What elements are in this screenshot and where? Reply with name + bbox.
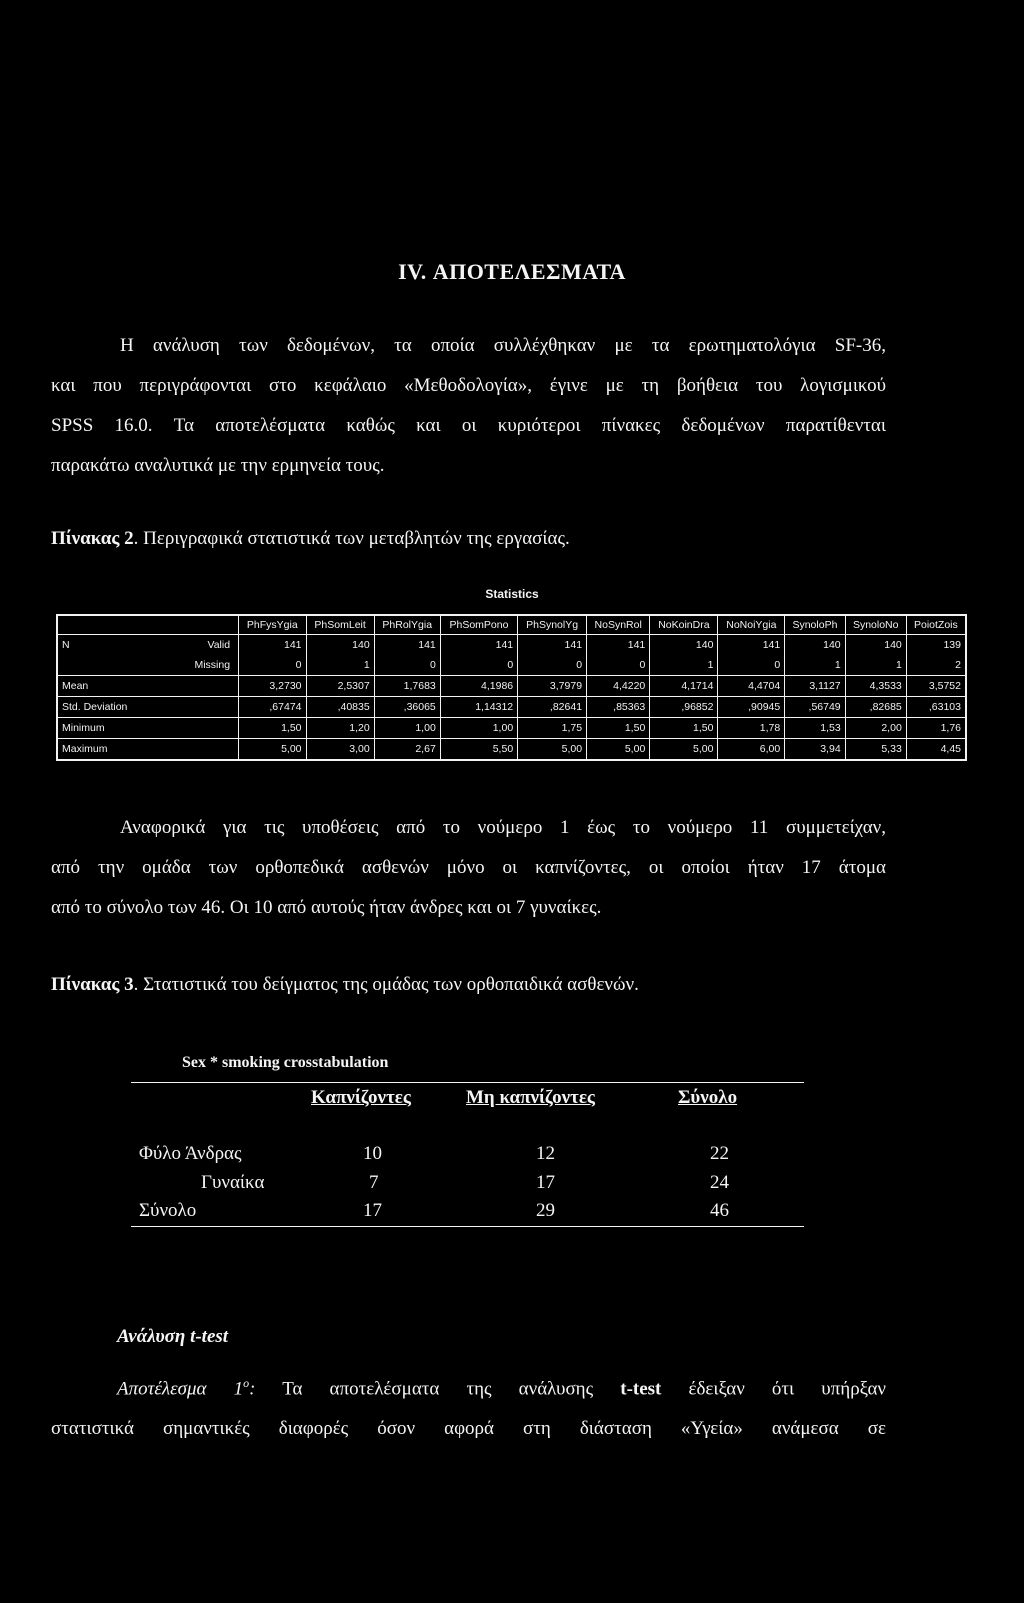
crosstab-cell: 46 xyxy=(710,1200,729,1221)
crosstab-cell: 7 xyxy=(369,1172,379,1193)
stats-row xyxy=(57,676,966,697)
stats-cell: 1,7683 xyxy=(374,676,440,697)
crosstab-col-header: Μη καπνίζοντες xyxy=(466,1087,595,1108)
stats-cell: 1 xyxy=(650,655,718,676)
intro-line: και που περιγράφονται στο κεφάλαιο «Μεθοδολογία», έγινε με τη βοήθεια του λογισμικού xyxy=(51,375,886,396)
stats-cell: ,82641 xyxy=(518,697,587,718)
crosstab-cell: 12 xyxy=(536,1143,555,1164)
ttest-text: έδειξαν ότι υπήρξαν xyxy=(661,1378,886,1400)
stats-cell: 3,7979 xyxy=(518,676,587,697)
ttest-heading xyxy=(117,1326,228,1348)
table3-caption xyxy=(51,974,639,996)
ttest-bold: t-test xyxy=(620,1378,662,1400)
ttest-line xyxy=(51,1363,886,1409)
stats-cell: 4,4220 xyxy=(587,676,650,697)
ttest-result-suffix: : xyxy=(249,1378,256,1400)
stats-row-label: Maximum xyxy=(57,739,146,761)
stats-cell: ,63103 xyxy=(906,697,966,718)
crosstab-cell: 22 xyxy=(710,1143,729,1164)
table3-text: . Στατιστικά του δείγματος της ομάδας των ορθοπαιδικά ασθενών. xyxy=(133,974,639,995)
stats-cell: 3,1127 xyxy=(785,676,845,697)
stats-cell: ,82685 xyxy=(845,697,906,718)
stats-cell: 141 xyxy=(374,635,440,656)
intro-line: παρακάτω αναλυτικά με την ερμηνεία τους. xyxy=(51,455,385,476)
stats-col-header: NoKoinDra xyxy=(650,615,718,635)
stats-cell: ,67474 xyxy=(239,697,306,718)
stats-cell: 2,5307 xyxy=(306,676,374,697)
stats-cell: 4,3533 xyxy=(845,676,906,697)
stats-cell: 1,00 xyxy=(440,718,517,739)
stats-cell: 1,53 xyxy=(785,718,845,739)
stats-cell: 6,00 xyxy=(718,739,785,761)
stats-cell: 139 xyxy=(906,635,966,656)
stats-cell: 141 xyxy=(440,635,517,656)
stats-row xyxy=(57,635,966,656)
stats-cell: 3,00 xyxy=(306,739,374,761)
stats-row-label: Std. Deviation xyxy=(57,697,146,718)
stats-cell: ,40835 xyxy=(306,697,374,718)
stats-cell: 141 xyxy=(239,635,306,656)
stats-cell: 140 xyxy=(306,635,374,656)
stats-cell: 1 xyxy=(785,655,845,676)
stats-cell: ,56749 xyxy=(785,697,845,718)
ttest-text: Τα αποτελέσματα της ανάλυσης xyxy=(255,1378,621,1400)
stats-col-header: SynoloPh xyxy=(785,615,845,635)
section-heading: IV. ΑΠΟΤΕΛΕΣΜΑΤΑ xyxy=(398,259,626,284)
stats-col-header: PoiotZois xyxy=(906,615,966,635)
stats-cell: 3,2730 xyxy=(239,676,306,697)
stats-cell: 4,4704 xyxy=(718,676,785,697)
crosstab-col-header: Καπνίζοντες xyxy=(311,1087,411,1108)
stats-row-label: Mean xyxy=(57,676,146,697)
stats-cell: 0 xyxy=(374,655,440,676)
table2-caption xyxy=(51,528,570,550)
stats-col-header: PhSomPono xyxy=(440,615,517,635)
stats-title: Statistics xyxy=(485,587,539,601)
intro-paragraph xyxy=(51,326,886,486)
stats-row-label xyxy=(57,655,146,676)
stats-cell: 0 xyxy=(587,655,650,676)
stats-cell: 141 xyxy=(587,635,650,656)
crosstab-col-header: Σύνολο xyxy=(678,1087,738,1108)
stats-col-header: NoSynRol xyxy=(587,615,650,635)
table2-text: . Περιγραφικά στατιστικά των μεταβλητών της εργασίας. xyxy=(133,528,570,549)
stats-body xyxy=(57,635,966,761)
crosstab-top-rule xyxy=(131,1082,804,1083)
stats-col-header: SynoloNo xyxy=(845,615,906,635)
stats-cell: 5,50 xyxy=(440,739,517,761)
crosstab-cell: 24 xyxy=(710,1172,729,1193)
stats-col-header: PhRolYgia xyxy=(374,615,440,635)
ttest-line: στατιστικά σημαντικές διαφορές όσον αφορά στη διάσταση «Υγεία» ανάμεσα σε xyxy=(51,1418,886,1440)
stats-cell: 141 xyxy=(518,635,587,656)
stats-cell: 5,00 xyxy=(518,739,587,761)
crosstab-cell: 17 xyxy=(363,1200,382,1221)
stats-cell: ,85363 xyxy=(587,697,650,718)
stats-cell: 0 xyxy=(440,655,517,676)
stats-col-header: PhSynolYg xyxy=(518,615,587,635)
stats-cell: 0 xyxy=(239,655,306,676)
stats-row-sublabel xyxy=(146,697,239,718)
stats-cell: ,90945 xyxy=(718,697,785,718)
stats-cell: 1,14312 xyxy=(440,697,517,718)
stats-row xyxy=(57,739,966,761)
stats-cell: ,96852 xyxy=(650,697,718,718)
para2-line: Αναφορικά για τις υποθέσεις από το νούμερο 1 έως το νούμερο 11 συμμετείχαν, xyxy=(120,817,886,838)
stats-row xyxy=(57,697,966,718)
stats-cell: 5,00 xyxy=(587,739,650,761)
para2-line: από το σύνολο των 46. Οι 10 από αυτούς ήταν άνδρες και οι 7 γυναίκες. xyxy=(51,897,602,918)
stats-cell: 1,50 xyxy=(587,718,650,739)
stats-col-header: NoNoiYgia xyxy=(718,615,785,635)
para2-line: από την ομάδα των ορθοπεδικά ασθενών μόνο οι καπνίζοντες, οι οποίοι ήταν 17 άτομα xyxy=(51,857,886,878)
stats-cell: 1,20 xyxy=(306,718,374,739)
crosstab-row-label: Φύλο Άνδρας xyxy=(139,1143,242,1164)
stats-row-sublabel xyxy=(146,676,239,697)
stats-cell: 5,00 xyxy=(239,739,306,761)
stats-row-label: N xyxy=(62,639,70,651)
crosstab-bottom-rule xyxy=(131,1226,804,1227)
stats-cell: 1,75 xyxy=(518,718,587,739)
smokers-paragraph xyxy=(51,808,886,928)
stats-cell: 0 xyxy=(518,655,587,676)
intro-line: SPSS 16.0. Τα αποτελέσματα καθώς και οι κυριότεροι πίνακες δεδομένων παρατίθενται xyxy=(51,415,886,436)
stats-cell: 1 xyxy=(845,655,906,676)
stats-cell: 3,94 xyxy=(785,739,845,761)
statistics-table xyxy=(56,614,967,761)
stats-cell: 141 xyxy=(718,635,785,656)
stats-cell: ,36065 xyxy=(374,697,440,718)
table3-label: Πίνακας 3 xyxy=(51,974,134,995)
ttest-paragraph xyxy=(51,1363,886,1449)
stats-cell: 0 xyxy=(718,655,785,676)
stats-cell: 140 xyxy=(845,635,906,656)
stats-cell: 2 xyxy=(906,655,966,676)
stats-cell: 1,00 xyxy=(374,718,440,739)
stats-header-row xyxy=(57,615,966,635)
crosstab-cell: 10 xyxy=(363,1143,382,1164)
stats-cell: 1,76 xyxy=(906,718,966,739)
stats-cell: 2,00 xyxy=(845,718,906,739)
crosstab-cell: 17 xyxy=(536,1172,555,1193)
stats-cell: 2,67 xyxy=(374,739,440,761)
stats-row-label: Minimum xyxy=(57,718,146,739)
stats-row-sublabel xyxy=(146,718,239,739)
stats-cell: 140 xyxy=(650,635,718,656)
stats-row-sublabel xyxy=(146,739,239,761)
stats-cell: 4,1986 xyxy=(440,676,517,697)
stats-row-sublabel: Missing xyxy=(194,659,231,671)
ttest-result-sup: ο xyxy=(243,1376,250,1390)
stats-col-header: PhSomLeit xyxy=(306,615,374,635)
stats-cell: 4,45 xyxy=(906,739,966,761)
stats-row-sublabel: Valid xyxy=(207,639,231,651)
stats-cell: 1 xyxy=(306,655,374,676)
crosstab-cell: 29 xyxy=(536,1200,555,1221)
crosstab-title: Sex * smoking crosstabulation xyxy=(182,1054,389,1071)
crosstab-row-label: Σύνολο xyxy=(139,1200,197,1221)
intro-line: Η ανάλυση των δεδομένων, τα οποία συλλέχθηκαν με τα ερωτηματολόγια SF-36, xyxy=(120,335,886,356)
ttest-result-label: Αποτέλεσμα 1 xyxy=(117,1378,244,1400)
crosstab-row-label: Γυναίκα xyxy=(201,1172,265,1193)
table2-label: Πίνακας 2 xyxy=(51,528,134,549)
stats-cell: 4,1714 xyxy=(650,676,718,697)
stats-cell: 1,50 xyxy=(239,718,306,739)
stats-cell: 3,5752 xyxy=(906,676,966,697)
stats-cell: 1,50 xyxy=(650,718,718,739)
ttest-heading-text: Ανάλυση t-test xyxy=(117,1326,229,1347)
stats-col-header: PhFysYgia xyxy=(239,615,306,635)
stats-cell: 5,00 xyxy=(650,739,718,761)
stats-cell: 140 xyxy=(785,635,845,656)
stats-cell: 5,33 xyxy=(845,739,906,761)
stats-cell: 1,78 xyxy=(718,718,785,739)
stats-row xyxy=(57,655,966,676)
stats-row xyxy=(57,718,966,739)
